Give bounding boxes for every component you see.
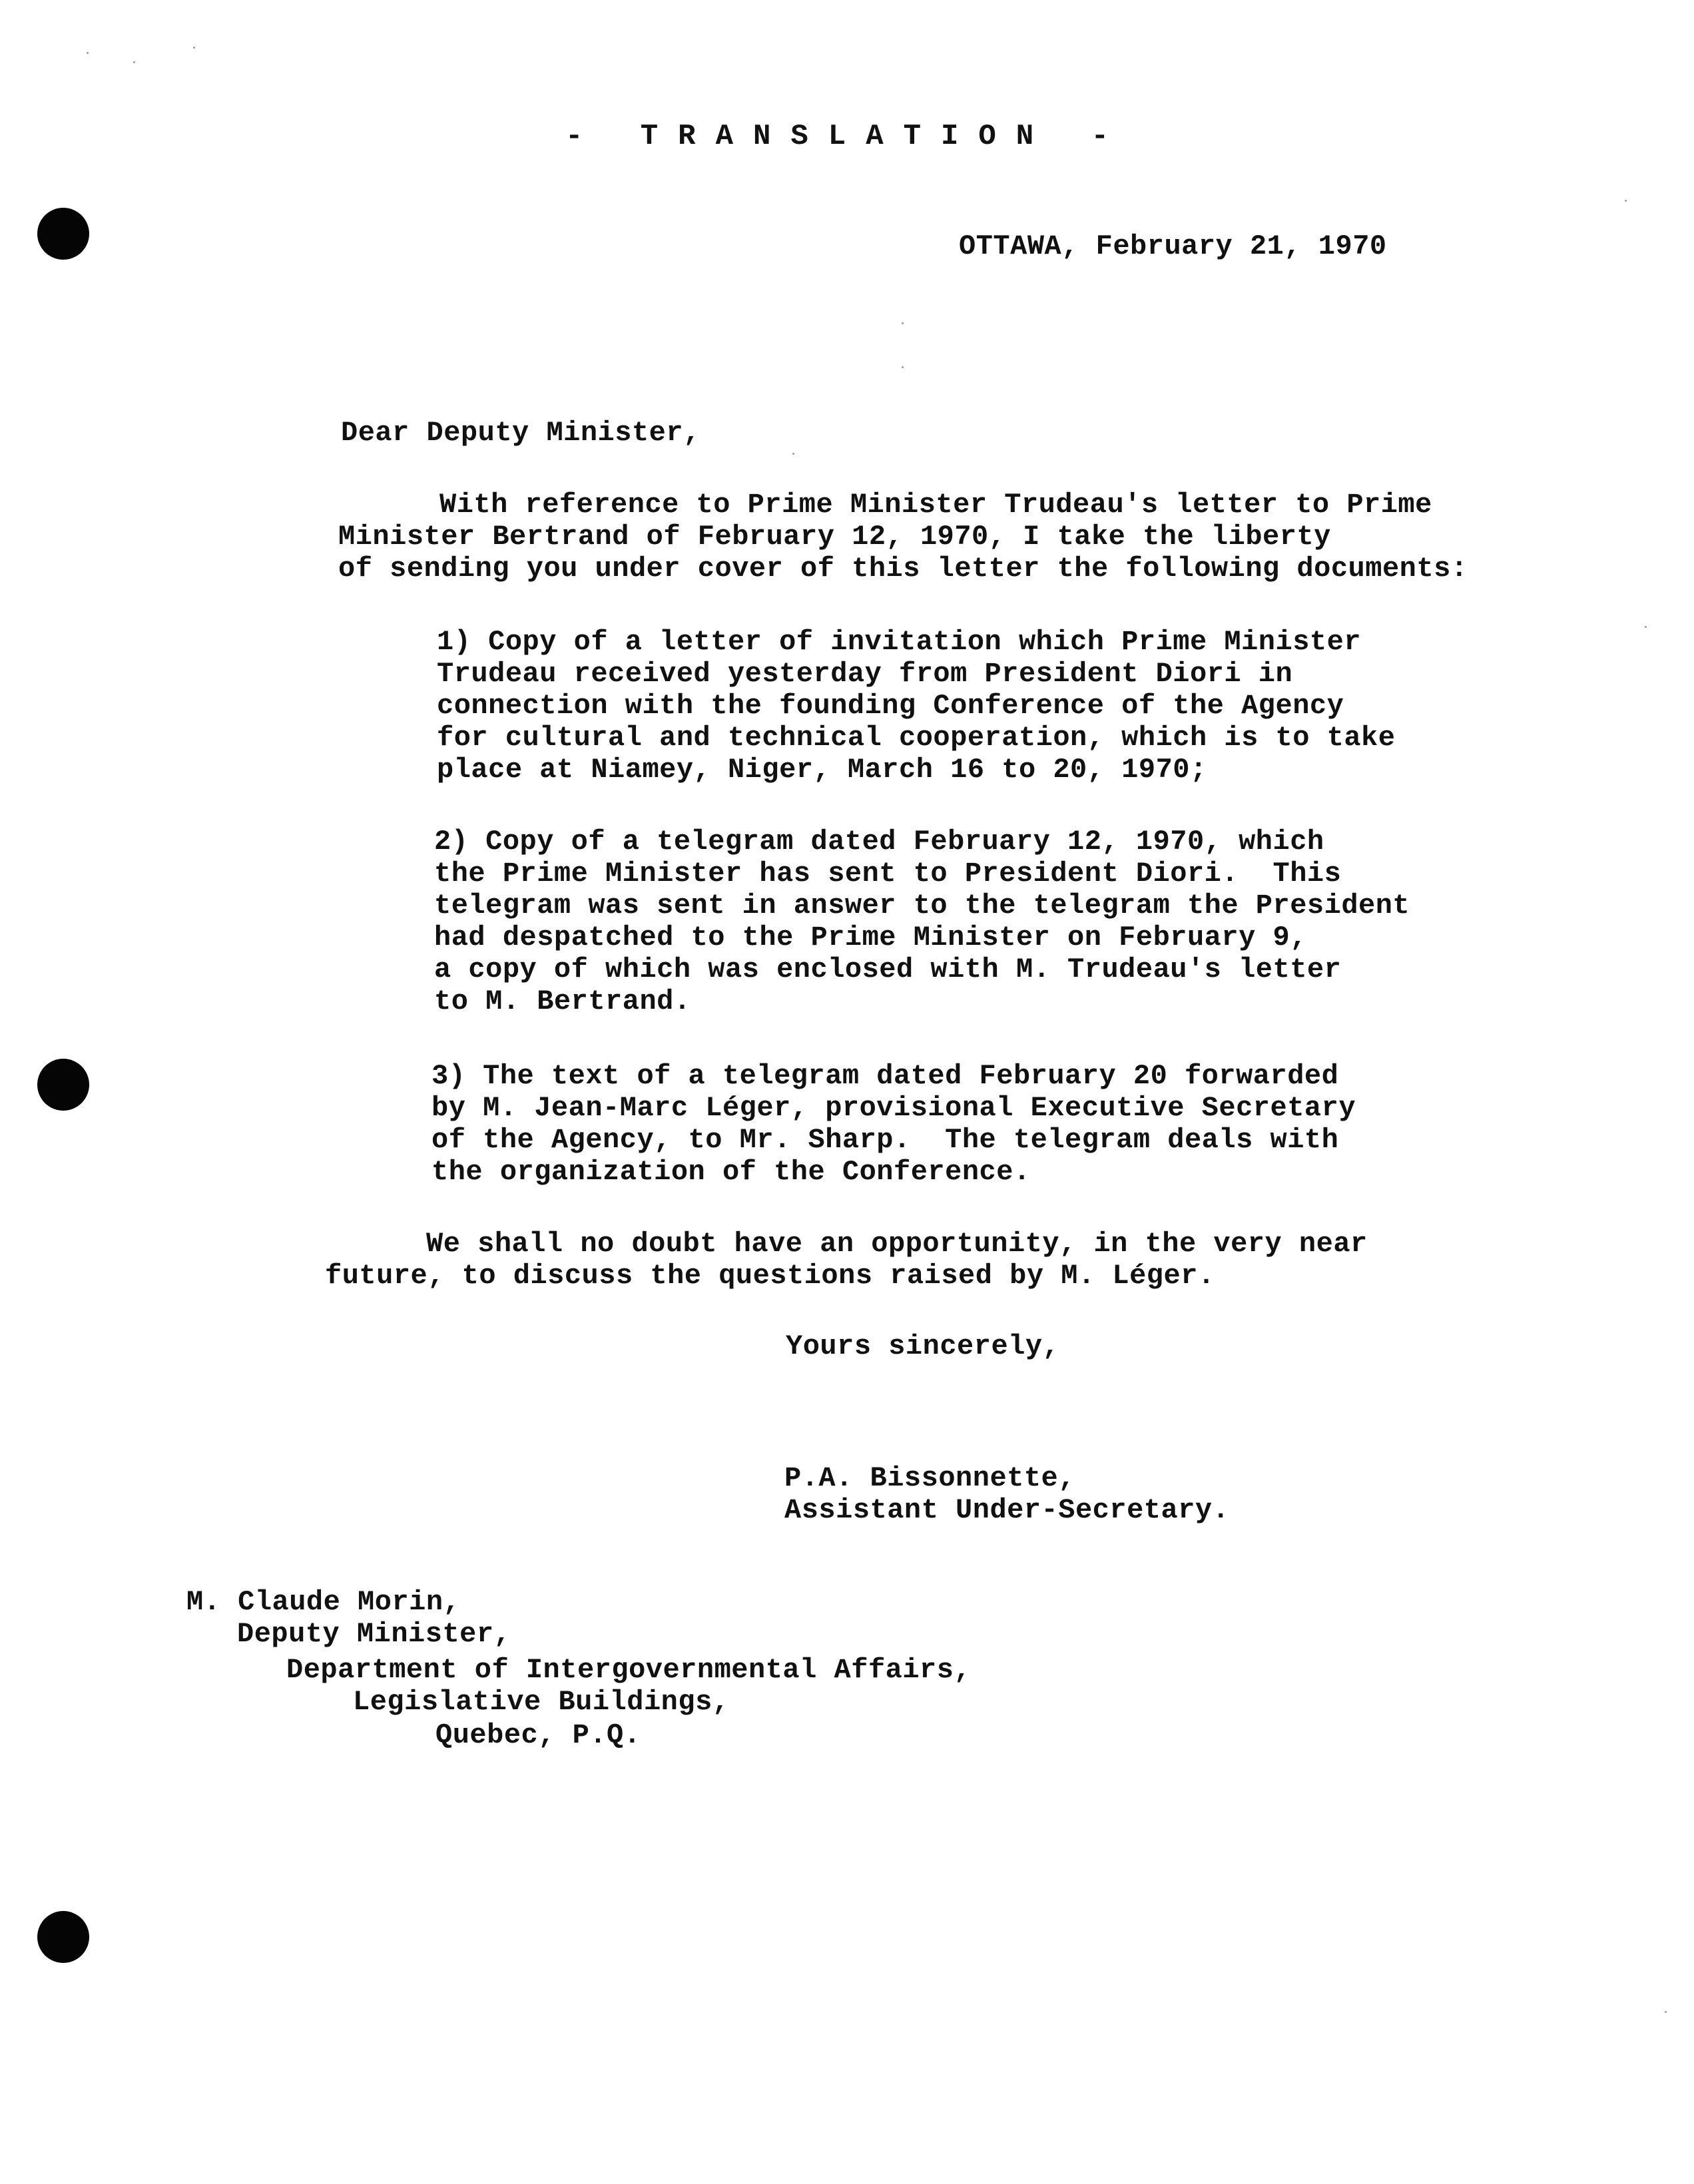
- item-2-line: 2) Copy of a telegram dated February 12, 1970, which: [434, 826, 1324, 858]
- item-3-line: the organization of the Conference.: [431, 1156, 1031, 1188]
- item-2-line: had despatched to the Prime Minister on February 9,: [434, 922, 1307, 954]
- recipient-line: M. Claude Morin,: [186, 1586, 461, 1618]
- scan-speck: [133, 61, 135, 63]
- item-2-line: the Prime Minister has sent to President Diori. This: [434, 858, 1342, 890]
- item-1-line: 1) Copy of a letter of invitation which Prime Minister: [437, 626, 1362, 658]
- item-1-line: Trudeau received yesterday from President Diori in: [437, 658, 1293, 690]
- scan-speck: [902, 322, 904, 324]
- scan-speck: [902, 366, 904, 368]
- recipient-line: Deputy Minister,: [237, 1618, 511, 1650]
- complimentary-close: Yours sincerely,: [786, 1330, 1060, 1362]
- dateline: OTTAWA, February 21, 1970: [959, 230, 1387, 262]
- recipient-line: Department of Intergovernmental Affairs,: [286, 1654, 972, 1686]
- signatory-title: Assistant Under-Secretary.: [784, 1494, 1230, 1526]
- intro-line: Minister Bertrand of February 12, 1970, I take the liberty: [338, 521, 1331, 553]
- item-3-line: 3) The text of a telegram dated February 20 forwarded: [431, 1060, 1339, 1092]
- scan-speck: [193, 47, 195, 49]
- salutation: Dear Deputy Minister,: [341, 417, 701, 449]
- item-3-line: by M. Jean-Marc Léger, provisional Executive Secretary: [431, 1092, 1356, 1124]
- recipient-line: Quebec, P.Q.: [435, 1719, 641, 1751]
- scan-speck: [1625, 200, 1627, 202]
- recipient-line: Legislative Buildings,: [353, 1686, 730, 1718]
- document-heading: - TRANSLATION -: [565, 120, 1129, 153]
- punch-hole-middle: [37, 1059, 89, 1111]
- closing-paragraph-line: We shall no doubt have an opportunity, in the very near: [426, 1228, 1368, 1260]
- item-2-line: a copy of which was enclosed with M. Trudeau's letter: [434, 954, 1342, 985]
- intro-line: With reference to Prime Minister Trudeau's letter to Prime: [439, 489, 1432, 521]
- item-2-line: to M. Bertrand.: [434, 985, 691, 1017]
- scan-speck: [1665, 2011, 1667, 2013]
- intro-line: of sending you under cover of this letter the following documents:: [338, 553, 1468, 585]
- scan-speck: [87, 52, 89, 54]
- closing-paragraph-line: future, to discuss the questions raised by M. Léger.: [325, 1260, 1215, 1292]
- item-2-line: telegram was sent in answer to the telegram the President: [434, 890, 1410, 922]
- scan-speck: [792, 453, 794, 455]
- item-1-line: place at Niamey, Niger, March 16 to 20, 1970;: [437, 754, 1207, 786]
- item-3-line: of the Agency, to Mr. Sharp. The telegram deals with: [431, 1124, 1339, 1156]
- punch-hole-top: [37, 208, 89, 260]
- item-1-line: for cultural and technical cooperation, which is to take: [437, 722, 1396, 754]
- item-1-line: connection with the founding Conference of the Agency: [437, 690, 1344, 722]
- signatory-name: P.A. Bissonnette,: [784, 1462, 1075, 1494]
- scan-speck: [1645, 626, 1647, 628]
- punch-hole-bottom: [37, 1911, 89, 1963]
